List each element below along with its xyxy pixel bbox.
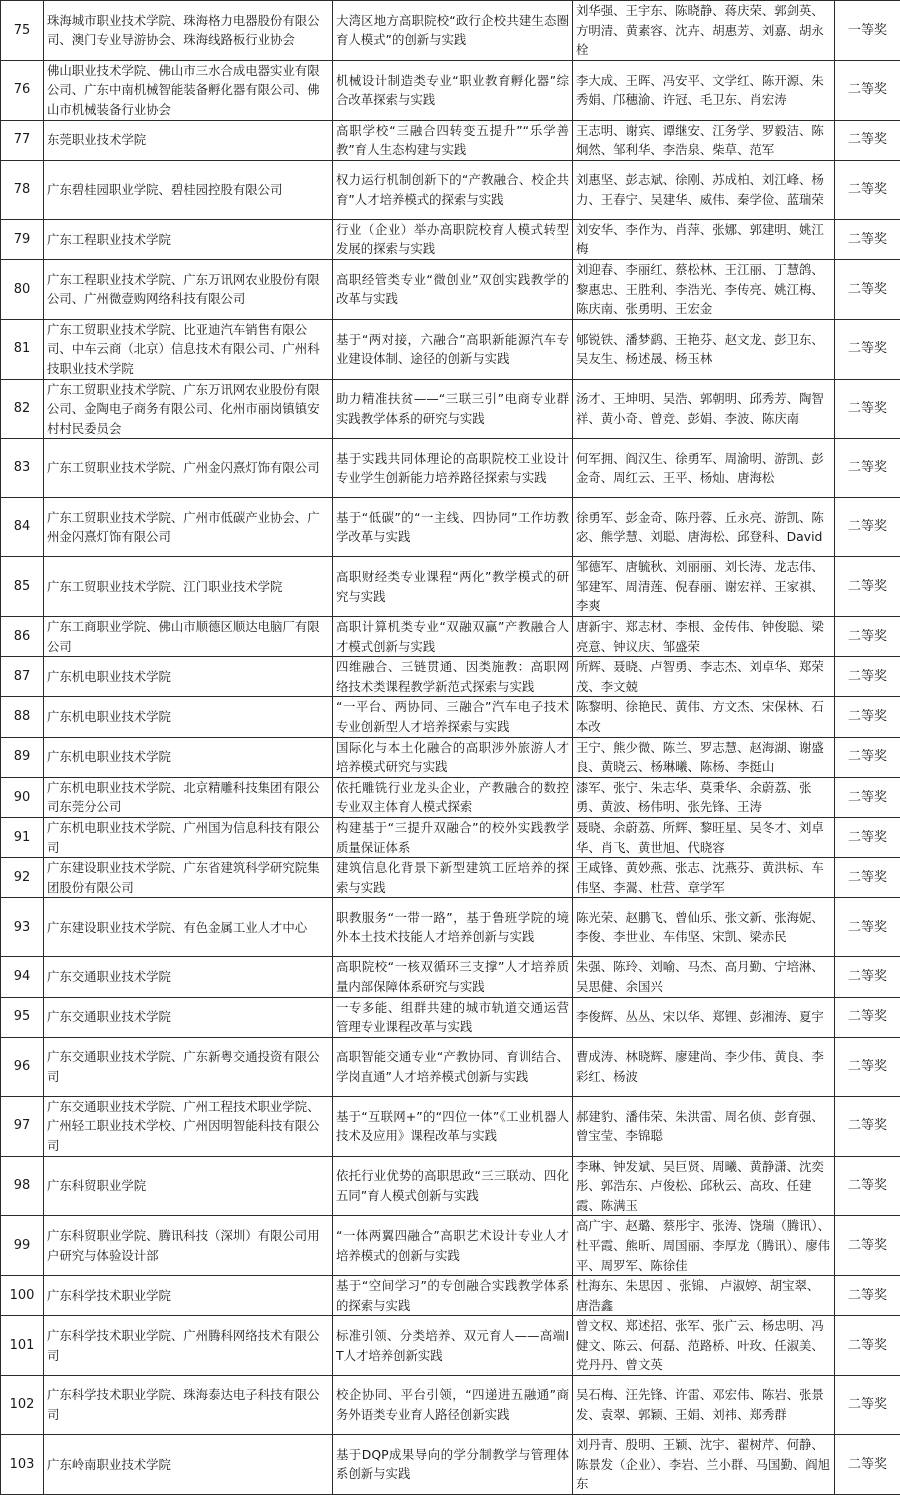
project-title: 职教服务“一带一路”，基于鲁班学院的境外本土技术技能人才培养创新与实践 [333,898,573,957]
row-number: 78 [1,160,44,219]
project-title: “一平台、两协同、三融合”汽车电子技术专业创新型人才培养探索与实践 [333,697,573,737]
table-row [1,160,900,219]
completing-units: 广东工贸职业技术学院、广东万讯网农业股份有限公司、金陶电子商务有限公司、化州市丽岗镇镇安村村民委员会 [44,379,333,439]
completing-units: 广东岭南职业技术学院 [44,1435,333,1495]
main-contributors: 王咸锋、黄妙燕、张志、沈燕芬、黄洪标、车伟坚、李翯、杜营、章学军 [573,858,835,898]
table-row [1,1316,900,1376]
award-level: 二等奖 [835,657,900,697]
completing-units: 广东科学技术职业学院、珠海泰达电子科技有限公司 [44,1376,333,1435]
completing-units: 广东工贸职业技术学院、江门职业技术学院 [44,557,333,617]
main-contributors: 唐新宇、郑志材、李根、金传伟、钟俊聪、梁亮意、钟议庆、邹盛荣 [573,617,835,657]
award-level: 二等奖 [835,858,900,898]
main-contributors: 徐勇军、彭金奇、陈丹蓉、丘永亮、游凯、陈宓、熊学慧、刘聪、唐海松、邱登科、David [573,498,835,557]
project-title: 行业（企业）举办高职院校育人模式转型发展的探索与实践 [333,219,573,259]
project-title: 大湾区地方高职院校“政行企校共建生态圈育人模式”的创新与实践 [333,1,573,61]
main-contributors: 曹成涛、林晓辉、廖建尚、李少伟、黄良、李彩红、杨波 [573,1037,835,1096]
row-number: 92 [1,858,44,898]
award-level: 二等奖 [835,1376,900,1435]
completing-units: 珠海城市职业技术学院、珠海格力电器股份有限公司、澳门专业导游协会、珠海线路板行业协会 [44,1,333,61]
main-contributors: 王宁、熊少微、陈兰、罗志慧、赵海湖、谢盛良、黄晓云、杨琳曦、陈杨、李挺山 [573,737,835,777]
project-title: 标准引领、分类培养、双元育人——高端IT人才培养创新实践 [333,1316,573,1376]
award-level: 一等奖 [835,1,900,61]
project-title: 权力运行机制创新下的“产教融合、校企共育”人才培养模式的探索与实践 [333,160,573,219]
awards-table-body [1,1,900,1495]
main-contributors: 曾文权、郑述招、张军、张广云、杨忠明、冯健文、陈云、何磊、范路桥、叶玫、任淑美、党丹丹、曾文英 [573,1316,835,1376]
completing-units: 广东科贸职业学院、腾讯科技（深圳）有限公司用户研究与体验设计部 [44,1216,333,1276]
row-number: 89 [1,737,44,777]
main-contributors: 漆军、张宁、朱志华、莫秉华、余蔚荔、张勇、黄波、杨伟明、张先锋、王涛 [573,777,835,817]
main-contributors: 陈黎明、徐艳民、黄伟、方文杰、宋保林、石本改 [573,697,835,737]
award-level: 二等奖 [835,1096,900,1156]
award-level: 二等奖 [835,997,900,1037]
project-title: 助力精准扶贫——“三联三引”电商专业群实践教学体系的研究与实践 [333,379,573,439]
row-number: 98 [1,1156,44,1216]
table-row [1,1276,900,1316]
main-contributors: 刘惠坚、彭志斌、徐刚、苏成柏、刘江峰、杨力、王春宁、吴建华、威伟、秦学俭、蓝瑞荣 [573,160,835,219]
completing-units: 广东机电职业技术学院、广州国为信息科技有限公司 [44,818,333,858]
project-title: 一专多能、组群共建的城市轨道交通运营管理专业课程改革与实践 [333,997,573,1037]
main-contributors: 朱强、陈玲、刘喻、马杰、高月勤、宁培淋、吴思健、余国兴 [573,957,835,997]
project-title: 高职智能交通专业“产教协同、育训结合、学岗直通”人才培养模式创新与实践 [333,1037,573,1096]
completing-units: 广东碧桂园职业学院、碧桂园控股有限公司 [44,160,333,219]
completing-units: 广东交通职业技术学院、广东新粤交通投资有限公司 [44,1037,333,1096]
award-level: 二等奖 [835,957,900,997]
table-row [1,858,900,898]
award-level: 二等奖 [835,557,900,617]
table-row [1,818,900,858]
award-level: 二等奖 [835,1316,900,1376]
main-contributors: 李俊辉、丛丛、宋以华、郑锂、彭湘涛、夏宇 [573,997,835,1037]
row-number: 103 [1,1435,44,1495]
row-number: 95 [1,997,44,1037]
row-number: 88 [1,697,44,737]
project-title: 国际化与本土化融合的高职涉外旅游人才培养模式研究与实践 [333,737,573,777]
award-level: 二等奖 [835,498,900,557]
award-level: 二等奖 [835,1276,900,1316]
completing-units: 广东工贸职业技术学院、比亚迪汽车销售有限公司、中车云商（北京）信息技术有限公司、广州科技职业技术学院 [44,319,333,379]
table-row [1,219,900,259]
project-title: 基于实践共同体理论的高职院校工业设计专业学生创新能力培养路径探索与实践 [333,439,573,498]
table-row [1,617,900,657]
project-title: 依托行业优势的高职思政“三三联动、四化五同”育人模式创新与实践 [333,1156,573,1216]
table-row [1,498,900,557]
table-row [1,737,900,777]
completing-units: 广东建设职业技术学院、有色金属工业人才中心 [44,898,333,957]
completing-units: 佛山职业技术学院、佛山市三水合成电器实业有限公司、广东中南机械智能装备孵化器有限公司、佛山市机械装备行业协会 [44,60,333,120]
award-level: 二等奖 [835,1216,900,1276]
project-title: 构建基于“三提升双融合”的校外实践教学质量保证体系 [333,818,573,858]
award-level: 二等奖 [835,219,900,259]
row-number: 79 [1,219,44,259]
table-row [1,1037,900,1096]
main-contributors: 聂晓、余蔚荔、所辉、黎旺星、吴冬才、刘卓华、肖飞、黄世旭、代晓容 [573,818,835,858]
main-contributors: 刘迎春、李丽红、蔡松林、王江丽、丁慧鸽、黎惠忠、王胜利、李浩光、李传亮、姚江梅、陈庆南、张勇明、王宏金 [573,259,835,319]
row-number: 87 [1,657,44,697]
table-row [1,1096,900,1156]
project-title: 基于“互联网+”的“四位一体”《工业机器人技术及应用》课程改革与实践 [333,1096,573,1156]
completing-units: 广东科贸职业学院 [44,1156,333,1216]
award-level: 二等奖 [835,737,900,777]
table-row [1,60,900,120]
row-number: 85 [1,557,44,617]
completing-units: 广东工商职业学院、佛山市顺德区顺达电脑厂有限公司 [44,617,333,657]
project-title: 基于DQP成果导向的学分制教学与管理体系创新与实践 [333,1435,573,1495]
award-level: 二等奖 [835,160,900,219]
row-number: 91 [1,818,44,858]
award-level: 二等奖 [835,60,900,120]
row-number: 99 [1,1216,44,1276]
award-level: 二等奖 [835,1435,900,1495]
row-number: 77 [1,120,44,160]
row-number: 83 [1,439,44,498]
main-contributors: 杜海东、朱思因 、张锦、 卢淑婷、胡宝翠、唐浩鑫 [573,1276,835,1316]
project-title: 基于“低碳”的“一主线、四协同”工作坊教学改革与实践 [333,498,573,557]
table-row [1,997,900,1037]
main-contributors: 李大成、王晖、冯安平、文学红、陈开源、朱秀娟、邝穗渝、许冠、毛卫东、肖宏涛 [573,60,835,120]
completing-units: 广东机电职业技术学院、北京精雕科技集团有限公司东莞分公司 [44,777,333,817]
main-contributors: 郇锐铁、潘梦鹞、王艳芬、赵文龙、彭卫东、吴友生、杨述晟、杨玉林 [573,319,835,379]
row-number: 80 [1,259,44,319]
row-number: 82 [1,379,44,439]
main-contributors: 高广宇、赵璐、蔡彤宇、张涛、饶瑞（腾讯）、杜平霞、熊昕、周国丽、李厚龙（腾讯）、廖伟平、周罗军、陈徐佳 [573,1216,835,1276]
main-contributors: 吴石梅、汪先锋、许雷、邓宏伟、陈岩、张景发、袁翠、郭颖、王娟、刘祎、郑秀群 [573,1376,835,1435]
completing-units: 广东科学技术职业学院、广州腾科网络技术有限公司 [44,1316,333,1376]
table-row [1,697,900,737]
project-title: 建筑信息化背景下新型建筑工匠培养的探索与实践 [333,858,573,898]
completing-units: 广东工贸职业技术学院、广州金闪熹灯饰有限公司 [44,439,333,498]
row-number: 100 [1,1276,44,1316]
table-row [1,1376,900,1435]
main-contributors: 刘丹青、殷明、王颖、沈宇、翟树芹、何静、陈景发（企业）、李岩、兰小群、马国勤、阎旭东 [573,1435,835,1495]
main-contributors: 邹德军、唐毓秋、刘丽丽、刘长涛、龙志伟、邹建军、周清莲、倪春丽、谢宏祥、王家祺、李爽 [573,557,835,617]
award-level: 二等奖 [835,379,900,439]
award-level: 二等奖 [835,617,900,657]
row-number: 102 [1,1376,44,1435]
award-level: 二等奖 [835,1156,900,1216]
project-title: 依托雕铣行业龙头企业，产教融合的数控专业双主体育人模式探索 [333,777,573,817]
table-row [1,439,900,498]
completing-units: 东莞职业技术学院 [44,120,333,160]
row-number: 101 [1,1316,44,1376]
table-row [1,898,900,957]
completing-units: 广东工程职业技术学院、广东万讯网农业股份有限公司、广州微壹购网络科技有限公司 [44,259,333,319]
row-number: 84 [1,498,44,557]
table-row [1,259,900,319]
main-contributors: 汤才、王坤明、吴浩、郭朝明、邱秀芳、陶智祥、黄小奇、曾竞、彭娟、李波、陈庆南 [573,379,835,439]
table-row [1,957,900,997]
row-number: 75 [1,1,44,61]
row-number: 90 [1,777,44,817]
project-title: 高职经管类专业“微创业”双创实践教学的改革与实践 [333,259,573,319]
row-number: 81 [1,319,44,379]
table-row [1,1,900,61]
project-title: 高职财经类专业课程“两化”教学模式的研究与实践 [333,557,573,617]
award-level: 二等奖 [835,818,900,858]
main-contributors: 李琳、钟发斌、吴巨贤、周曦、黄静潇、沈奕彤、郭浩东、卢俊松、邱秋云、高玫、任建霞、陈满玉 [573,1156,835,1216]
main-contributors: 郝建豹、潘伟荣、朱洪雷、周名侦、彭育强、曾宝莹、李锦聪 [573,1096,835,1156]
table-row [1,1435,900,1495]
row-number: 96 [1,1037,44,1096]
table-row [1,1156,900,1216]
project-title: 高职学校“三融合四转变五提升”“乐学善教”育人生态构建与实践 [333,120,573,160]
completing-units: 广东科学技术职业学院 [44,1276,333,1316]
main-contributors: 刘华强、王宇东、陈晓静、蒋庆荣、郭剑英、方明清、黄素容、沈卉、胡惠芳、刘嘉、胡永栓 [573,1,835,61]
table-row [1,557,900,617]
table-row [1,657,900,697]
table-row [1,379,900,439]
project-title: 高职计算机类专业“双融双赢”产教融合人才模式创新与实践 [333,617,573,657]
completing-units: 广东建设职业技术学院、广东省建筑科学研究院集团股份有限公司 [44,858,333,898]
award-level: 二等奖 [835,120,900,160]
row-number: 76 [1,60,44,120]
project-title: 基于“两对接，六融合”高职新能源汽车专业建设体制、途径的创新与实践 [333,319,573,379]
main-contributors: 所辉、聂晓、卢智勇、李志杰、刘卓华、郑荣茂、李文兢 [573,657,835,697]
main-contributors: 陈光荣、赵鹏飞、曾仙乐、张文新、张海妮、李俊、李世业、车伟坚、宋凯、梁赤民 [573,898,835,957]
table-row [1,1216,900,1276]
completing-units: 广东机电职业技术学院 [44,697,333,737]
award-level: 二等奖 [835,259,900,319]
award-level: 二等奖 [835,1037,900,1096]
project-title: 机械设计制造类专业“职业教育孵化器”综合改革探索与实践 [333,60,573,120]
award-level: 二等奖 [835,898,900,957]
completing-units: 广东机电职业技术学院 [44,737,333,777]
main-contributors: 何军拥、阎汉生、徐勇军、周渝明、游凯、彭金奇、周红云、王平、杨灿、唐海松 [573,439,835,498]
award-level: 二等奖 [835,777,900,817]
project-title: 基于“空间学习”的专创融合实践教学体系的探索与实践 [333,1276,573,1316]
row-number: 97 [1,1096,44,1156]
project-title: 四维融合、三链贯通、因类施教：高职网络技术类课程教学新范式探索与实践 [333,657,573,697]
main-contributors: 刘安华、李作为、肖萍、张娜、郭建明、姚江梅 [573,219,835,259]
completing-units: 广东交通职业技术学院 [44,997,333,1037]
table-row [1,777,900,817]
project-title: 高职院校“一核双循环三支撑”人才培养质量内部保障体系研究与实践 [333,957,573,997]
completing-units: 广东工贸职业技术学院、广州市低碳产业协会、广州金闪熹灯饰有限公司 [44,498,333,557]
row-number: 93 [1,898,44,957]
table-row [1,319,900,379]
award-level: 二等奖 [835,697,900,737]
completing-units: 广东交通职业技术学院、广州工程技术职业学院、广州轻工职业技术学校、广州因明智能科技有限公司 [44,1096,333,1156]
completing-units: 广东机电职业技术学院 [44,657,333,697]
project-title: “一体两翼四融合”高职艺术设计专业人才培养模式的创新与实践 [333,1216,573,1276]
main-contributors: 王志明、谢宾、谭继安、江务学、罗毅洁、陈炯然、邹利华、李浩泉、柴草、范军 [573,120,835,160]
award-level: 二等奖 [835,439,900,498]
row-number: 94 [1,957,44,997]
completing-units: 广东交通职业技术学院 [44,957,333,997]
row-number: 86 [1,617,44,657]
project-title: 校企协同、平台引领，“四递进五融通”商务外语类专业育人路径创新实践 [333,1376,573,1435]
table-row [1,120,900,160]
completing-units: 广东工程职业技术学院 [44,219,333,259]
award-level: 二等奖 [835,319,900,379]
